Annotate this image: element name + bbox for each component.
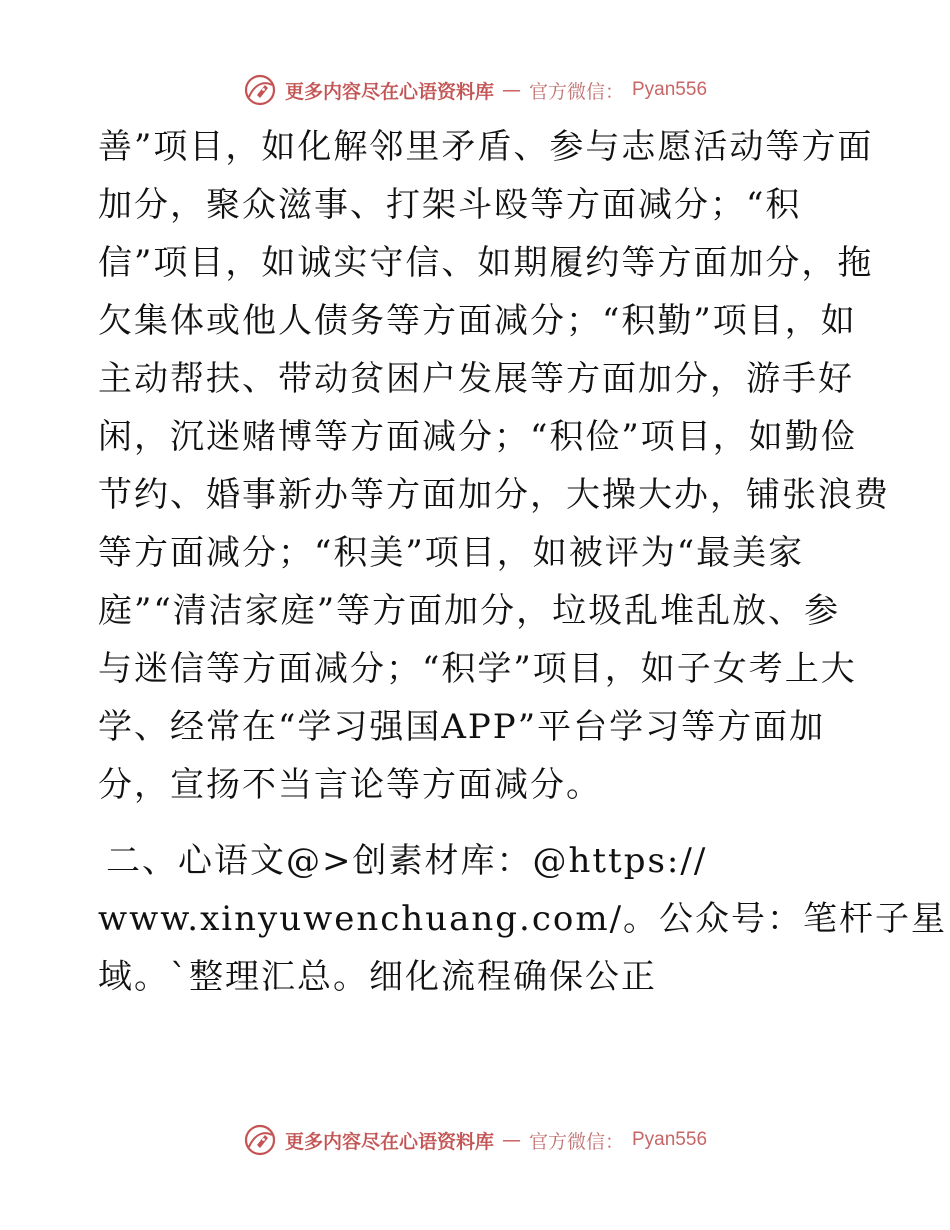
body-line: 等方面减分；“积美”项目，如被评为“最美家 [98,533,805,573]
body-line: 信”项目，如诚实守信、如期履约等方面加分，拖 [98,243,874,283]
body-line: 与迷信等方面减分；“积学”项目，如子女考上大 [98,649,857,689]
body-line: 闲，沉迷赌博等方面减分；“积俭”项目，如勤俭 [98,417,857,457]
header-wechat-label: 官方微信： [528,80,624,103]
pen-nib-swirl-icon [243,73,277,107]
header-site-text: 更多内容尽在心语资料库 [284,80,494,103]
section2-url-line: www.xinyuwenchuang.com/。公众号：笔杆子星 [98,899,948,939]
body-line: 主动帮扶、带动贫困户发展等方面加分，游手好 [98,359,854,399]
body-line: 善”项目，如化解邻里矛盾、参与志愿活动等方面 [98,127,874,167]
footer-dash: — [501,1129,521,1151]
section2-heading-line: 二、心语文@>创素材库：@https:// [106,841,708,881]
body-line: 节约、婚事新办等方面加分，大操大办，铺张浪费 [98,475,890,515]
section2-line: 域。`整理汇总。细化流程确保公正 [98,957,657,997]
pen-nib-swirl-icon [243,1123,277,1157]
body-line: 学、经常在“学习强国APP”平台学习等方面加 [98,707,826,747]
header-dash: — [501,79,521,101]
footer-banner [0,1116,950,1164]
body-line: 分，宣扬不当言论等方面减分。 [98,765,602,805]
body-line: 欠集体或他人债务等方面减分；“积勤”项目，如 [98,301,857,341]
header-banner [0,66,950,114]
body-line: 庭”“清洁家庭”等方面加分，垃圾乱堆乱放、参 [98,591,841,631]
footer-site-text: 更多内容尽在心语资料库 [284,1130,494,1153]
footer-wechat-id: Pyan556 [632,1129,708,1150]
body-line: 加分，聚众滋事、打架斗殴等方面减分；“积 [98,185,802,225]
header-wechat-id: Pyan556 [632,79,708,100]
body-text [98,118,948,1006]
footer-wechat-label: 官方微信： [528,1130,624,1153]
